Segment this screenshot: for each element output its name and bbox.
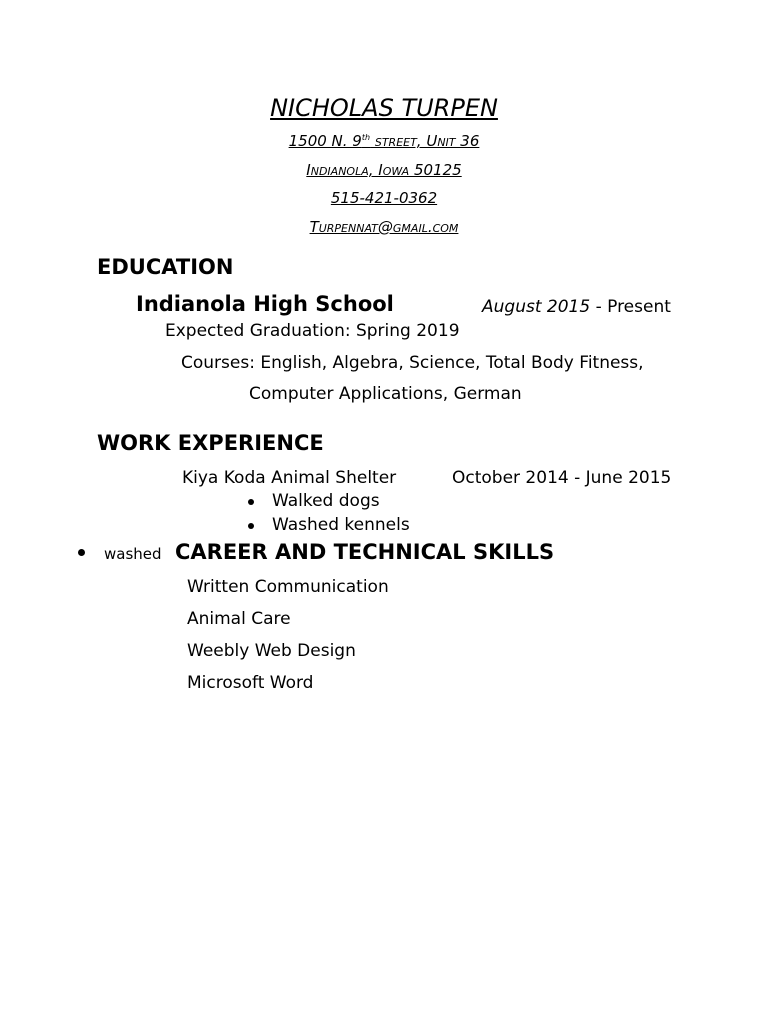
phone-number: 515-421-0362	[330, 189, 438, 207]
courses-line-2: Computer Applications, German	[249, 384, 522, 404]
duty-text: Walked dogs	[272, 491, 380, 511]
address-line	[0, 132, 768, 150]
skill-item: Written Communication	[187, 577, 389, 597]
skill-item: Weebly Web Design	[187, 641, 356, 661]
email-address: Turpennat@gmail.com	[309, 218, 459, 236]
expected-graduation: Expected Graduation: Spring 2019	[165, 321, 460, 341]
bullet-icon	[78, 549, 85, 556]
courses-line-1: Courses: English, Algebra, Science, Total Body Fitness,	[181, 353, 644, 373]
address-ordinal: th	[361, 133, 371, 142]
city-line: Indianola, Iowa 50125	[306, 161, 462, 179]
bullet-icon	[248, 523, 254, 529]
bullet-icon	[248, 499, 254, 505]
education-end-date: - Present	[590, 297, 671, 317]
skills-heading: CAREER AND TECHNICAL SKILLS	[175, 540, 555, 564]
work-dates: October 2014 - June 2015	[452, 468, 672, 488]
duty-text: Washed kennels	[272, 515, 410, 535]
school-name: Indianola High School	[136, 292, 394, 316]
address-unit: street, Unit 36	[370, 132, 480, 150]
education-dates	[482, 297, 671, 317]
skill-item: Animal Care	[187, 609, 291, 629]
stray-bullet-text: washed	[104, 545, 162, 563]
employer-name: Kiya Koda Animal Shelter	[182, 468, 397, 488]
work-experience-heading: WORK EXPERIENCE	[97, 431, 324, 455]
skill-item: Microsoft Word	[187, 673, 314, 693]
address-street: 1500 N. 9	[288, 132, 362, 150]
resume-name: NICHOLAS TURPEN	[270, 94, 498, 122]
education-heading: EDUCATION	[97, 255, 234, 279]
education-start-date: August 2015	[482, 297, 591, 317]
